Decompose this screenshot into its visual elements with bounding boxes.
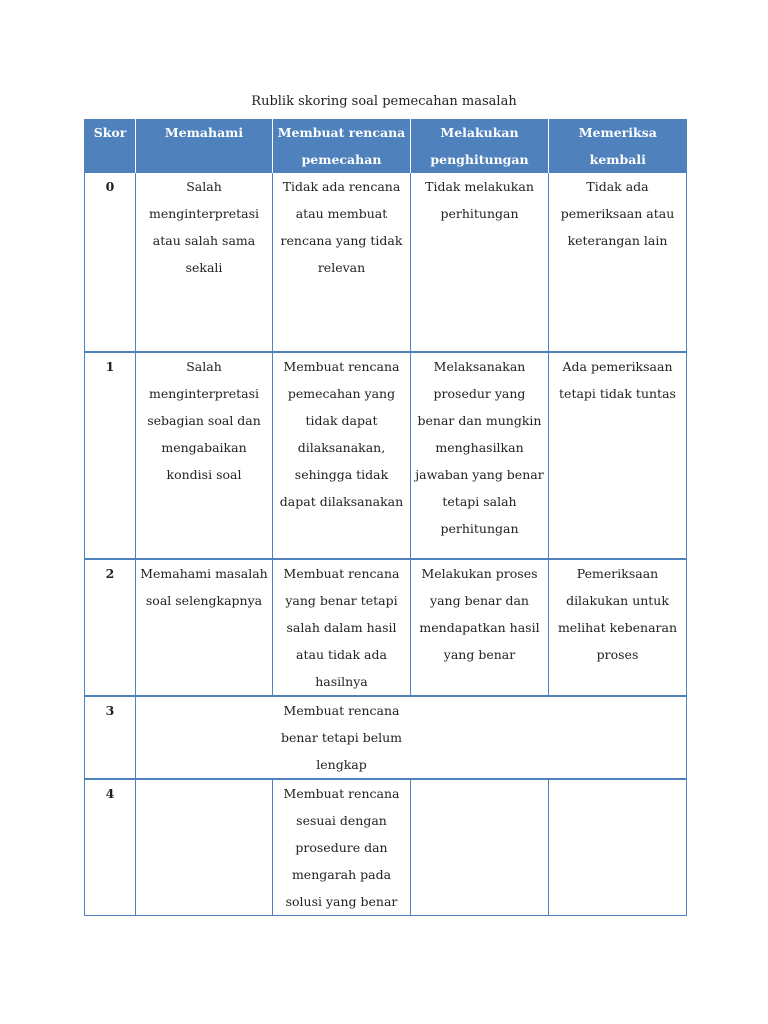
rencana-cell: Membuat rencana sesuai dengan prosedure dan mengarah pada solusi yang benar xyxy=(273,779,411,916)
table-caption: Rublik skoring soal pemecahan masalah xyxy=(251,94,517,109)
score-cell: 4 xyxy=(85,779,136,916)
header-skor: Skor xyxy=(85,119,136,173)
rubric-table xyxy=(84,119,687,916)
table-row xyxy=(85,352,687,559)
rencana-cell: Membuat rencana yang benar tetapi salah dalam hasil atau tidak ada hasilnya xyxy=(273,559,411,696)
memeriksa-cell: Pemeriksaan dilakukan untuk melihat kebenaran proses xyxy=(549,559,687,696)
table-row xyxy=(85,696,687,779)
memeriksa-cell: Ada pemeriksaan tetapi tidak tuntas xyxy=(549,352,687,559)
score-cell: 0 xyxy=(85,173,136,352)
table-row xyxy=(85,173,687,352)
header-membuat-rencana: Membuat rencana pemecahan xyxy=(273,119,411,173)
header-memahami: Memahami xyxy=(136,119,273,173)
memahami-cell: Memahami masalah soal selengkapnya xyxy=(136,559,273,696)
memeriksa-cell: Tidak ada pemeriksaan atau keterangan lain xyxy=(549,173,687,352)
table-row xyxy=(85,559,687,696)
rencana-cell: Membuat rencana benar tetapi belum lengkap xyxy=(273,696,411,779)
score-cell: 1 xyxy=(85,352,136,559)
score-cell: 3 xyxy=(85,696,136,779)
header-melakukan-penghitungan: Melakukan penghitungan xyxy=(411,119,549,173)
memahami-cell xyxy=(136,696,273,779)
memahami-cell: Salah menginterpretasi sebagian soal dan mengabaikan kondisi soal xyxy=(136,352,273,559)
memahami-cell xyxy=(136,779,273,916)
header-row xyxy=(85,119,687,173)
penghitungan-cell: Tidak melakukan perhitungan xyxy=(411,173,549,352)
memahami-cell: Salah menginterpretasi atau salah sama sekali xyxy=(136,173,273,352)
penghitungan-cell xyxy=(411,696,549,779)
penghitungan-cell: Melaksanakan prosedur yang benar dan mungkin menghasilkan jawaban yang benar tetapi salah perhitungan xyxy=(411,352,549,559)
rencana-cell: Tidak ada rencana atau membuat rencana yang tidak relevan xyxy=(273,173,411,352)
rencana-cell: Membuat rencana pemecahan yang tidak dapat dilaksanakan, sehingga tidak dapat dilaksanakan xyxy=(273,352,411,559)
memeriksa-cell xyxy=(549,696,687,779)
penghitungan-cell xyxy=(411,779,549,916)
score-cell: 2 xyxy=(85,559,136,696)
table-row xyxy=(85,779,687,916)
memeriksa-cell xyxy=(549,779,687,916)
header-memeriksa-kembali: Memeriksa kembali xyxy=(549,119,687,173)
penghitungan-cell: Melakukan proses yang benar dan mendapatkan hasil yang benar xyxy=(411,559,549,696)
